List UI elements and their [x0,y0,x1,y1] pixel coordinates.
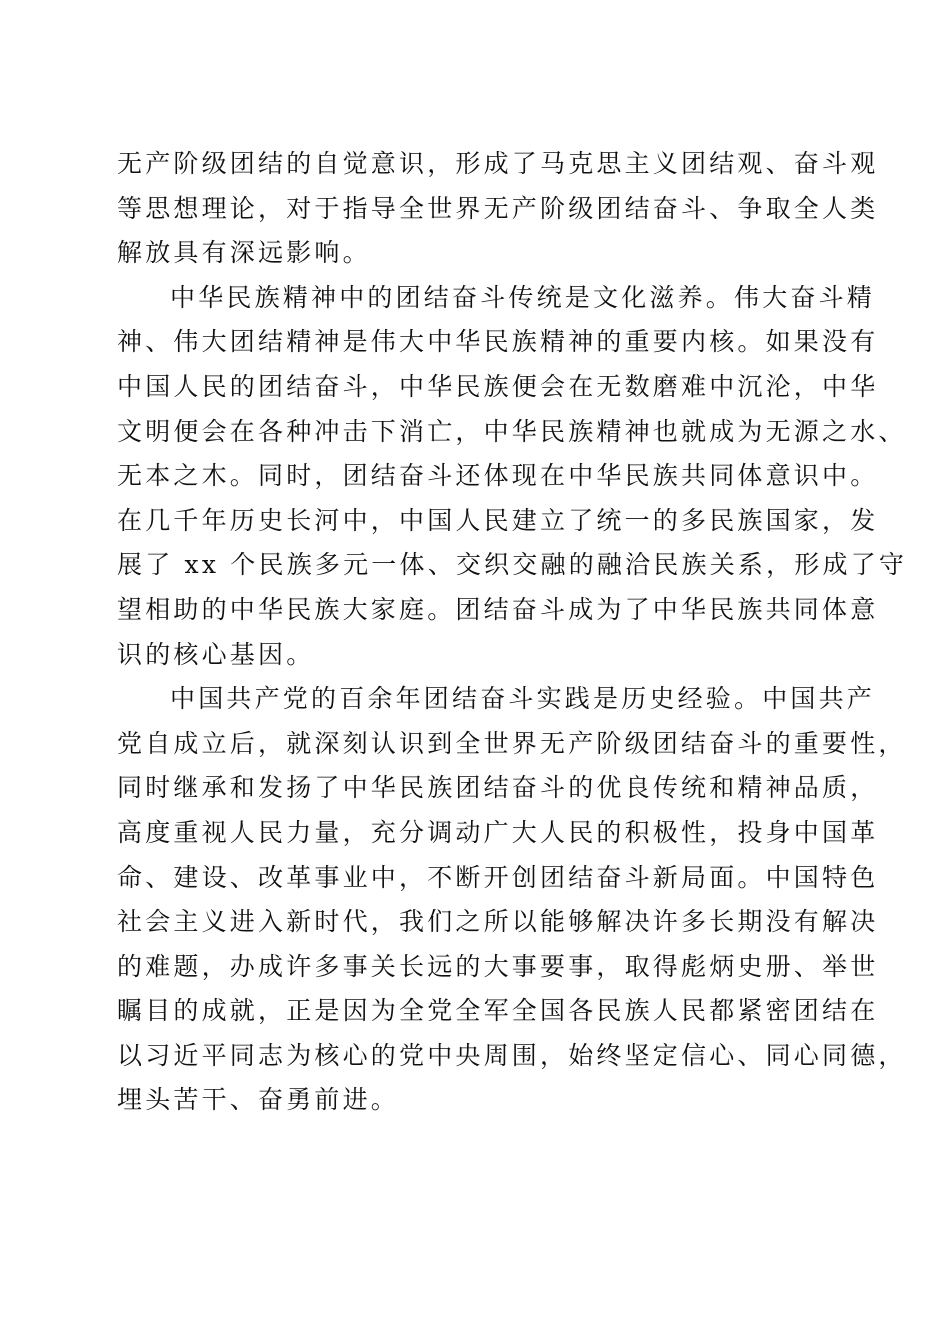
text-line: 解放具有深远影响。 [117,238,371,268]
text-line: 展了 xx 个民族多元一体、交织交融的融洽民族关系，形成了守 [117,550,908,580]
text-line: 中国共产党的百余年团结奋斗实践是历史经验。中国共产 [170,684,876,714]
paragraph [117,276,908,677]
body-text [117,142,908,1123]
paragraph [117,142,879,276]
text-line: 神、伟大团结精神是伟大中华民族精神的重要内核。如果没有 [117,327,879,357]
text-line: 以习近平同志为核心的党中央周围，始终坚定信心、同心同德， [117,1040,907,1070]
text-line: 识的核心基因。 [117,639,315,669]
text-line: 中国人民的团结奋斗，中华民族便会在无数磨难中沉沦，中华 [117,371,879,401]
text-line: 望相助的中华民族大家庭。团结奋斗成为了中华民族共同体意 [117,594,879,624]
text-line: 瞩目的成就，正是因为全党全军全国各民族人民都紧密团结在 [117,996,879,1026]
paragraph [117,677,907,1123]
text-line: 党自成立后，就深刻认识到全世界无产阶级团结奋斗的重要性， [117,728,907,758]
text-line: 同时继承和发扬了中华民族团结奋斗的优良传统和精神品质， [117,773,879,803]
text-line: 的难题，办成许多事关长远的大事要事，取得彪炳史册、举世 [117,951,879,981]
text-line: 中华民族精神中的团结奋斗传统是文化滋养。伟大奋斗精 [170,282,876,312]
text-line: 在几千年历史长河中，中国人民建立了统一的多民族国家，发 [117,505,879,535]
text-line: 无本之木。同时，团结奋斗还体现在中华民族共同体意识中。 [117,461,879,491]
text-line: 无产阶级团结的自觉意识，形成了马克思主义团结观、奋斗观 [117,149,879,178]
text-line: 文明便会在各种冲击下消亡，中华民族精神也就成为无源之水、 [117,416,907,446]
text-line: 社会主义进入新时代，我们之所以能够解决许多长期没有解决 [117,907,879,937]
text-line: 埋头苦干、奋勇前进。 [117,1085,400,1115]
text-line: 等思想理论，对于指导全世界无产阶级团结奋斗、争取全人类 [117,193,879,223]
text-line: 命、建设、改革事业中，不断开创团结奋斗新局面。中国特色 [117,862,879,892]
text-line: 高度重视人民力量，充分调动广大人民的积极性，投身中国革 [117,817,879,847]
